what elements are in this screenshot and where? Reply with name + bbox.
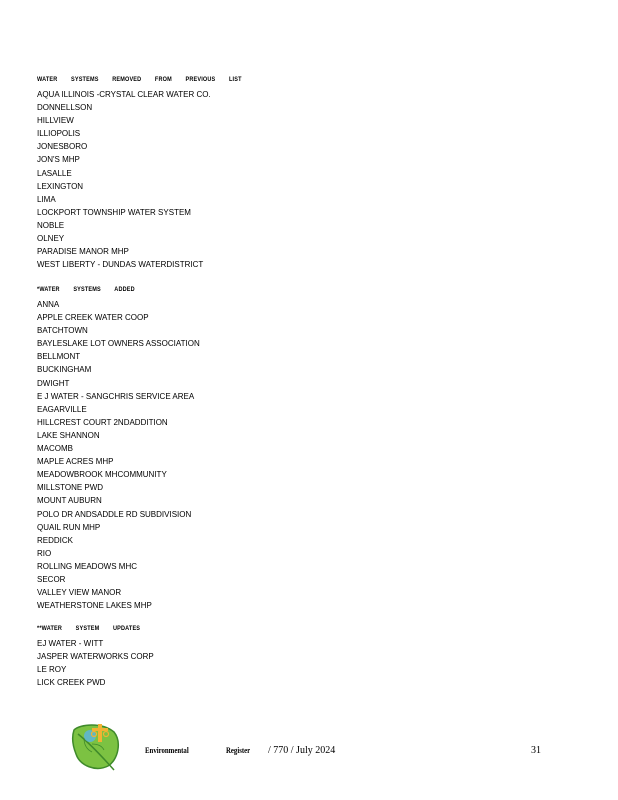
water-system-item: MACOMB <box>37 444 73 454</box>
updated-systems-list <box>37 637 158 689</box>
water-system-item: LIMA <box>37 194 56 204</box>
water-system-item: QUAIL RUN MHP <box>37 522 101 532</box>
publication-name: Environmental <box>145 746 189 755</box>
water-system-item: ILLIOPOLIS <box>37 129 81 139</box>
page-number: 31 <box>531 745 541 756</box>
water-system-item: REDDICK <box>37 535 74 545</box>
water-system-item: WEATHERSTONE LAKES MHP <box>37 601 152 611</box>
water-system-item: JASPER WATERWORKS CORP <box>37 652 154 662</box>
water-system-item: BATCHTOWN <box>37 326 88 336</box>
water-system-item: ANNA <box>37 300 60 309</box>
water-system-item: EJ WATER - WITT <box>37 639 104 648</box>
water-system-item: JONESBORO <box>37 142 88 152</box>
water-system-item: EAGARVILLE <box>37 404 87 414</box>
water-system-item: LEXINGTON <box>37 181 84 191</box>
water-system-item: AQUA ILLINOIS -CRYSTAL CLEAR WATER CO. <box>37 90 211 99</box>
water-system-item: MAPLE ACRES MHP <box>37 457 114 467</box>
removed-systems-list <box>37 88 278 271</box>
water-system-item: PARADISE MANOR MHP <box>37 247 129 257</box>
water-system-item: LOCKPORT TOWNSHIP WATER SYSTEM <box>37 207 191 217</box>
water-system-item: MILLSTONE PWD <box>37 483 104 493</box>
water-system-item: LASALLE <box>37 168 72 178</box>
water-system-item: VALLEY VIEW MANOR <box>37 588 122 598</box>
water-system-item: JON'S MHP <box>37 155 80 165</box>
water-system-item: BUCKINGHAM <box>37 365 92 375</box>
removed-systems-heading: WATER SYSTEMS REMOVED FROM PREVIOUS LIST <box>37 76 242 83</box>
water-system-item: BELLMONT <box>37 352 81 362</box>
added-systems-section <box>37 285 200 612</box>
water-system-item: E J WATER - SANGCHRIS SERVICE AREA <box>37 391 195 401</box>
water-system-item: BAYLESLAKE LOT OWNERS ASSOCIATION <box>37 339 200 349</box>
water-system-item: MOUNT AUBURN <box>37 496 102 506</box>
water-system-item: HILLCREST COURT 2NDADDITION <box>37 417 168 427</box>
water-system-item: POLO DR ANDSADDLE RD SUBDIVISION <box>37 509 192 519</box>
added-systems-heading: *WATER SYSTEMS ADDED <box>37 286 135 293</box>
water-system-item: HILLVIEW <box>37 116 74 126</box>
water-system-item: RIO <box>37 548 52 558</box>
updated-systems-heading: **WATER SYSTEM UPDATES <box>37 625 141 632</box>
water-system-item: APPLE CREEK WATER COOP <box>37 313 149 323</box>
water-system-item: OLNEY <box>37 234 65 244</box>
water-system-item: DWIGHT <box>37 378 70 388</box>
water-system-item: ROLLING MEADOWS MHC <box>37 561 138 571</box>
water-system-item: WEST LIBERTY - DUNDAS WATERDISTRICT <box>37 260 204 270</box>
updated-systems-section <box>37 624 158 689</box>
water-system-item: DONNELLSON <box>37 103 93 113</box>
water-system-item: LAKE SHANNON <box>37 430 100 440</box>
added-systems-list <box>37 298 200 612</box>
page-footer <box>0 720 618 780</box>
issue-info: / 770 / July 2024 <box>268 745 336 756</box>
leaf-logo-icon <box>70 720 122 772</box>
water-system-item: MEADOWBROOK MHCOMMUNITY <box>37 470 167 480</box>
removed-systems-section <box>37 75 278 271</box>
water-system-item: LICK CREEK PWD <box>37 678 106 688</box>
water-system-item: SECOR <box>37 574 66 584</box>
water-system-item: LE ROY <box>37 665 67 675</box>
water-system-item: NOBLE <box>37 220 65 230</box>
register-label: Register <box>226 746 251 755</box>
